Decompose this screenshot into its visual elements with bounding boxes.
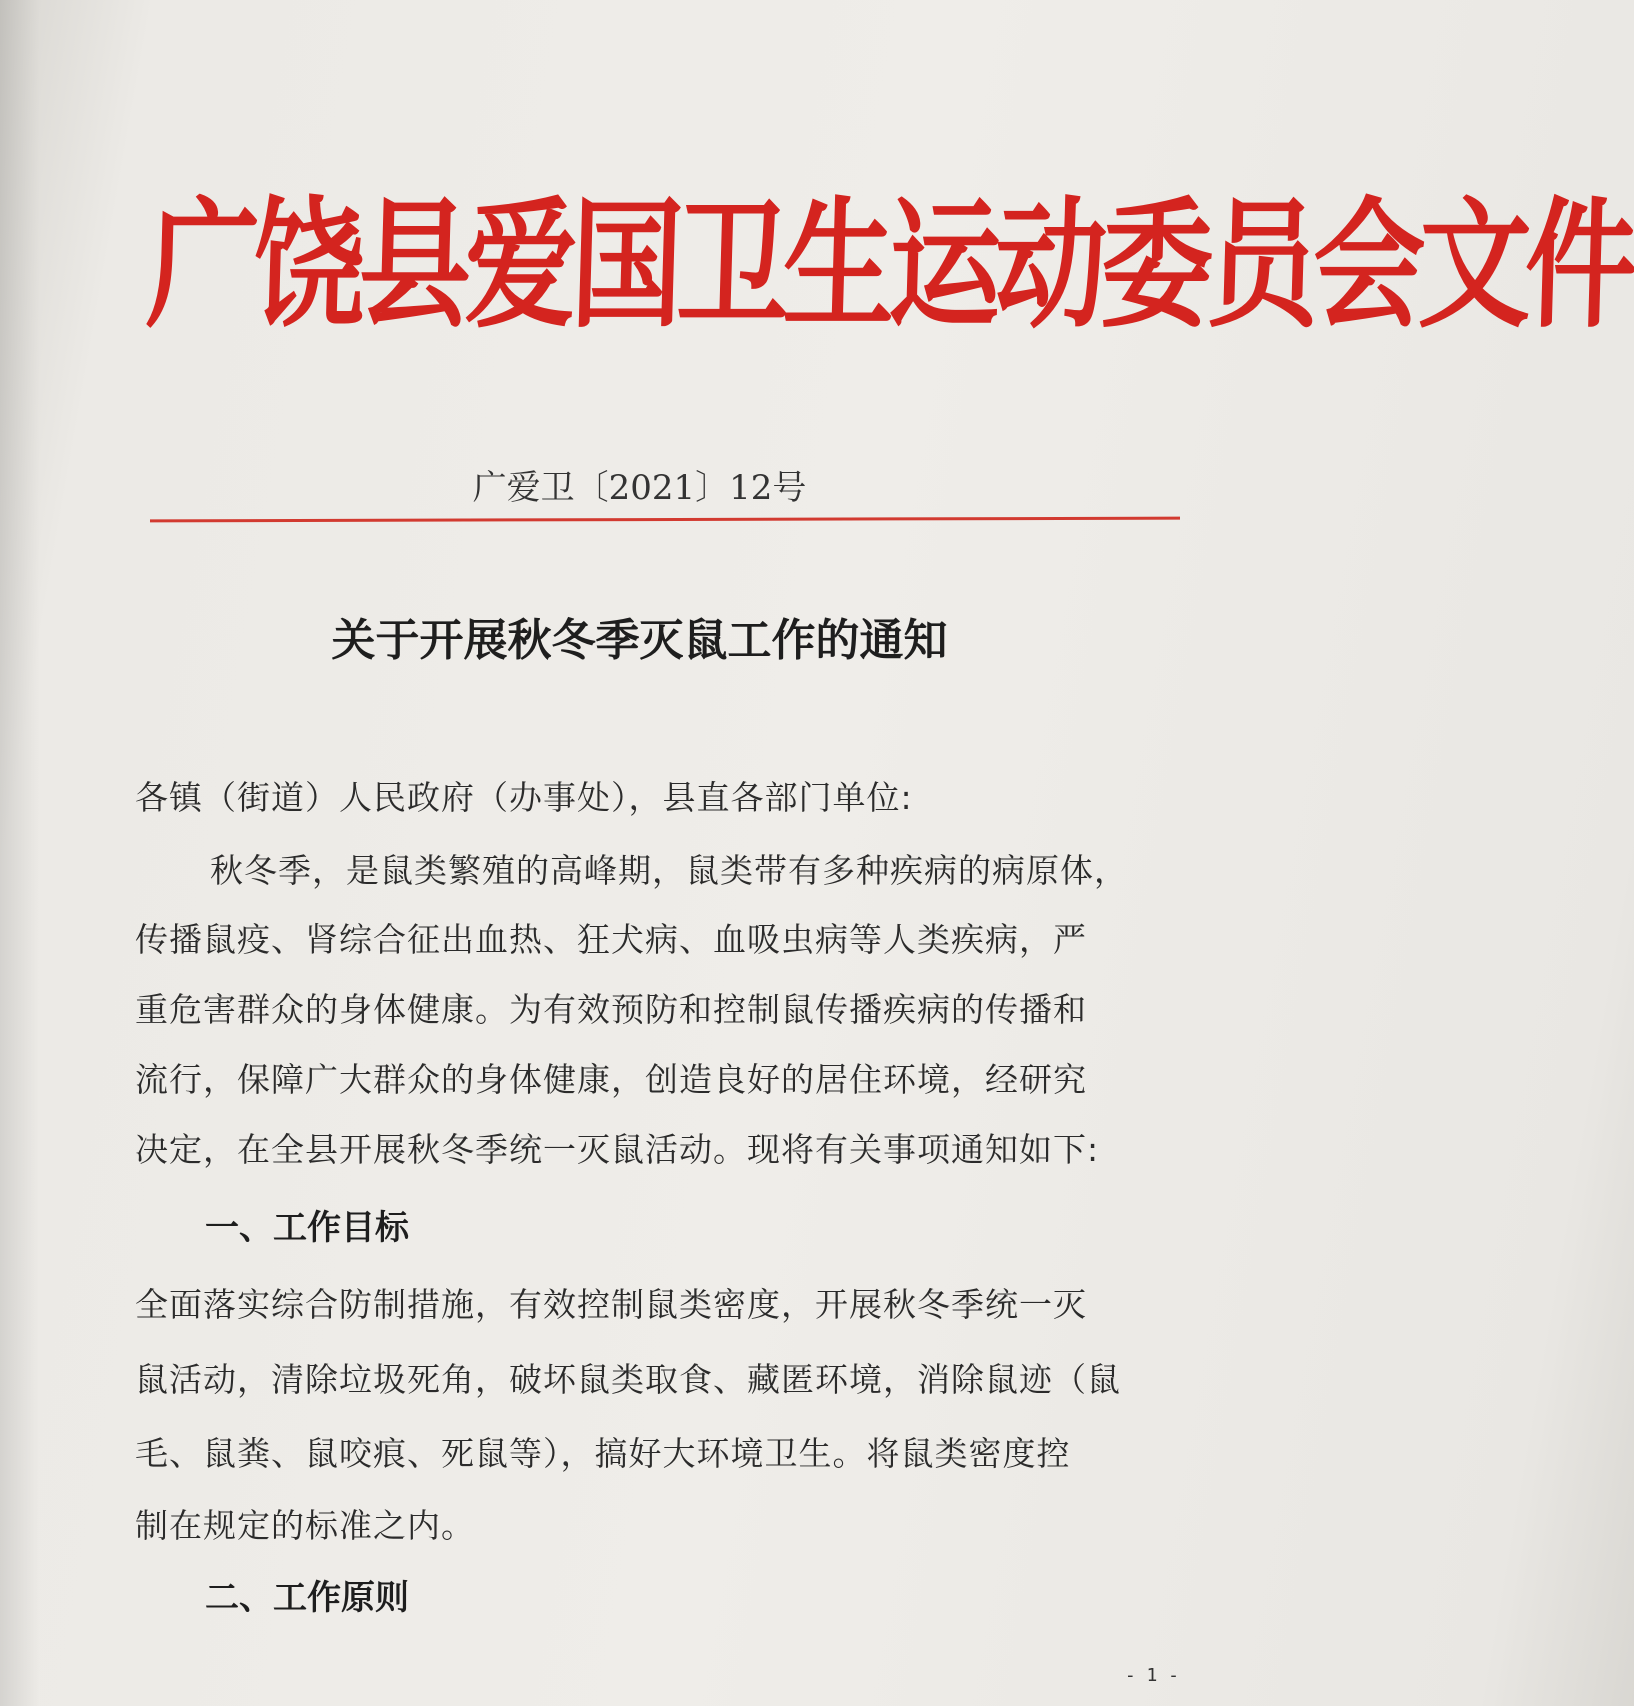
addressee-line: 各镇（街道）人民政府（办事处），县直各部门单位: bbox=[135, 778, 913, 817]
red-divider-line bbox=[150, 517, 1180, 523]
body-line: 全面落实综合防制措施，有效控制鼠类密度，开展秋冬季统一灭 bbox=[135, 1285, 1087, 1324]
page-edge-shadow bbox=[0, 0, 40, 1706]
body-line: 制在规定的标准之内。 bbox=[135, 1506, 475, 1545]
body-line: 决定，在全县开展秋冬季统一灭鼠活动。现将有关事项通知如下: bbox=[135, 1130, 1100, 1169]
document-title: 关于开展秋冬季灭鼠工作的通知 bbox=[331, 615, 948, 666]
body-line: 鼠活动，清除垃圾死角，破坏鼠类取食、藏匿环境，消除鼠迹（鼠 bbox=[135, 1360, 1121, 1399]
body-line: 重危害群众的身体健康。为有效预防和控制鼠传播疾病的传播和 bbox=[135, 990, 1087, 1029]
section-heading-goals: 一、工作目标 bbox=[205, 1208, 409, 1248]
body-line: 传播鼠疫、肾综合征出血热、狂犬病、血吸虫病等人类疾病，严 bbox=[135, 920, 1087, 959]
page-number: - 1 - bbox=[1124, 1665, 1179, 1686]
document-masthead: 广饶县爱国卫生运动委员会文件 bbox=[144, 183, 1634, 348]
body-line: 毛、鼠粪、鼠咬痕、死鼠等），搞好大环境卫生。将鼠类密度控 bbox=[135, 1434, 1071, 1473]
body-line: 流行，保障广大群众的身体健康，创造良好的居住环境，经研究 bbox=[135, 1060, 1087, 1099]
section-heading-principles: 二、工作原则 bbox=[205, 1578, 409, 1618]
body-line: 秋冬季，是鼠类繁殖的高峰期，鼠类带有多种疾病的病原体， bbox=[210, 851, 1128, 890]
document-number: 广爱卫〔2021〕12号 bbox=[472, 468, 807, 508]
